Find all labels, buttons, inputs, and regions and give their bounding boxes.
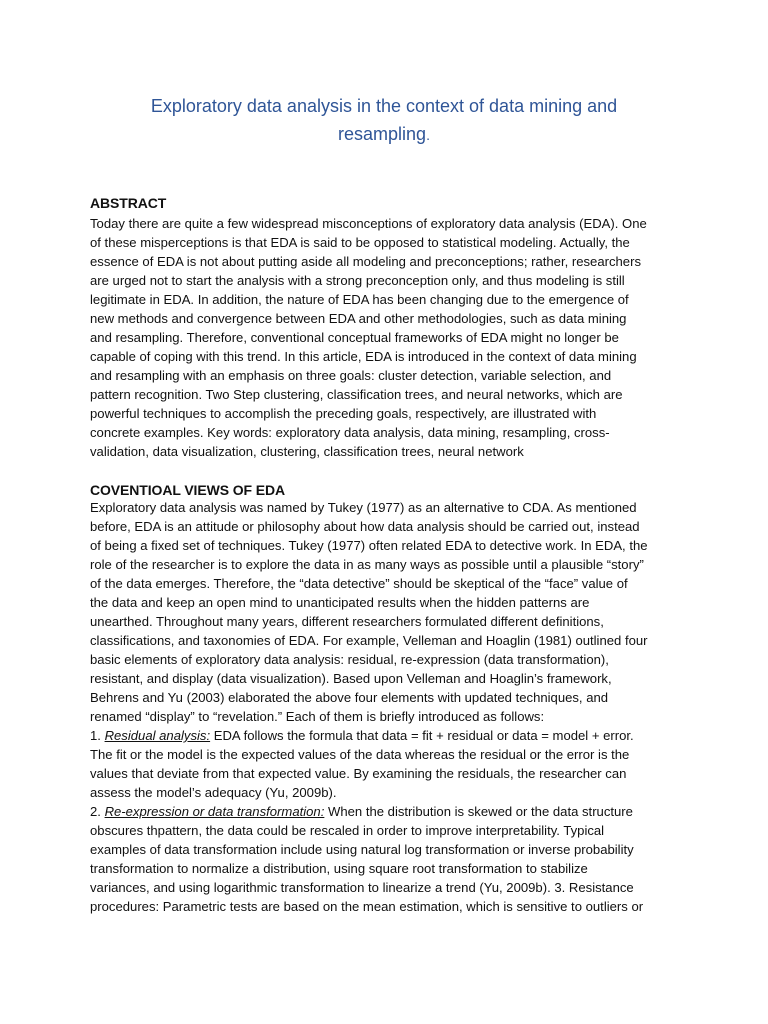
abstract-line: of these misperceptions is that EDA is said to be opposed to statistical modeling. Actually, the: [90, 235, 630, 250]
views-line: variances, and using logarithmic transformation to linearize a trend (Yu, 2009b). 3. Resistance: [90, 880, 634, 895]
re-expression-term: Re-expression or data transformation:: [104, 804, 325, 819]
views-line: Exploratory data analysis was named by Tukey (1977) as an alternative to CDA. As mentioned: [90, 500, 637, 515]
abstract-line: validation, data visualization, clustering, classification trees, neural network: [90, 444, 524, 459]
views-line: values that deviate from that expected value. By examining the residuals, the researcher can: [90, 766, 627, 781]
item-text: EDA follows the formula that data = fit + residual or data = model + error.: [210, 728, 634, 743]
views-line: procedures: Parametric tests are based on the mean estimation, which is sensitive to outliers or: [90, 899, 644, 914]
views-line: examples of data transformation include using natural log transformation or inverse probability: [90, 842, 634, 857]
views-line: before, EDA is an attitude or philosophy about how data analysis should be carried out, instead: [90, 519, 640, 534]
abstract-line: new methods and convergence between EDA and other methodologies, such as data mining: [90, 311, 627, 326]
views-line: basic elements of exploratory data analysis: residual, re-expression (data transformation),: [90, 652, 609, 667]
views-heading: COVENTIOAL VIEWS OF EDA: [90, 482, 286, 498]
abstract-line: powerful techniques to accomplish the preceding goals, respectively, are illustrated with: [90, 406, 597, 421]
abstract-line: essence of EDA is not about putting aside all modeling and preconceptions; rather, researchers: [90, 254, 641, 269]
views-body: [90, 498, 690, 916]
abstract-line: and resampling. Therefore, conventional conceptual frameworks of EDA might no longer be: [90, 330, 619, 345]
abstract-line: and resampling with an emphasis on three goals: cluster detection, variable selection, and: [90, 368, 612, 383]
title-line-1: Exploratory data analysis in the context of data mining and: [150, 96, 618, 116]
abstract-body: [90, 214, 690, 461]
views-line: unearthed. Throughout many years, different researchers formulated different definitions,: [90, 614, 604, 629]
views-line: resistant, and display (data visualization). Based upon Velleman and Hoaglin’s framework,: [90, 671, 612, 686]
views-line: Behrens and Yu (2003) elaborated the above four elements with updated techniques, and: [90, 690, 609, 705]
title-line-2: [100, 120, 668, 149]
views-line: classifications, and taxonomies of EDA. For example, Velleman and Hoaglin (1981) outlined four: [90, 633, 648, 648]
title-period: .: [426, 127, 430, 143]
item-number: 1.: [90, 728, 105, 743]
views-line: of the data emerges. Therefore, the “data detective” should be skeptical of the “face” value of: [90, 576, 628, 591]
abstract-line: Today there are quite a few widespread misconceptions of exploratory data analysis (EDA). One: [90, 216, 647, 231]
views-line: the data and keep an open mind to unanticipated results when the hidden patterns are: [90, 595, 590, 610]
views-line: of being a fixed set of techniques. Tukey (1977) often related EDA to detective work. In EDA, the: [90, 538, 648, 553]
abstract-line: are urged not to start the analysis with a strong preconception only, and thus modeling is still: [90, 273, 625, 288]
item-number: 2.: [90, 804, 105, 819]
views-line: obscures thpattern, the data could be rescaled in order to improve interpretability. Typical: [90, 823, 605, 838]
views-line: assess the model’s adequacy (Yu, 2009b).: [90, 785, 337, 800]
views-line: The fit or the model is the expected values of the data whereas the residual or the error is the: [90, 747, 630, 762]
views-line: renamed “display” to “revelation.” Each of them is briefly introduced as follows:: [90, 709, 545, 724]
residual-analysis-term: Residual analysis:: [104, 728, 211, 743]
abstract-line: concrete examples. Key words: exploratory data analysis, data mining, resampling, cross-: [90, 425, 610, 440]
abstract-line: legitimate in EDA. In addition, the nature of EDA has been changing due to the emergence of: [90, 292, 629, 307]
abstract-heading: ABSTRACT: [90, 195, 167, 211]
views-line: role of the researcher is to explore the data in as many ways as possible until a plausible “story”: [90, 557, 644, 572]
document-title: [100, 92, 668, 149]
title-line-2-text: resampling: [338, 124, 427, 144]
residual-analysis-item: [90, 726, 690, 745]
abstract-line: capable of coping with this trend. In this article, EDA is introduced in the context of data mining: [90, 349, 637, 364]
views-line: transformation to normalize a distribution, using square root transformation to stabilize: [90, 861, 588, 876]
item-text: When the distribution is skewed or the data structure: [324, 804, 633, 819]
abstract-line: pattern recognition. Two Step clustering, classification trees, and neural networks, which are: [90, 387, 623, 402]
re-expression-item: [90, 802, 690, 821]
